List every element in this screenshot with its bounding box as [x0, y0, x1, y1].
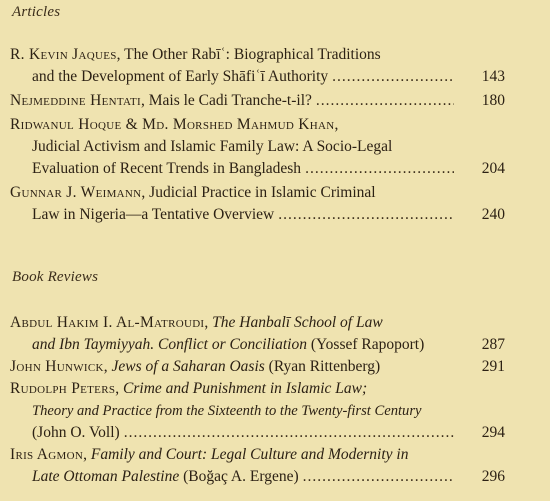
dot-leader: [316, 90, 454, 112]
book-reviews-heading: Book Reviews: [12, 269, 99, 285]
page-number: 294: [481, 424, 505, 441]
article-entry-3-line-2: [32, 136, 510, 158]
dot-leader: [303, 466, 454, 488]
review-entry-3-line-1: [10, 378, 510, 400]
separator: ,: [103, 358, 112, 375]
page-number: 287: [481, 336, 505, 353]
article-author: Gunnar J. Weimann: [10, 184, 142, 201]
article-title: , Mais le Cadi Tranche-t-il?: [140, 92, 312, 109]
article-entry-3-line-3: [32, 158, 460, 180]
page-number: 143: [481, 68, 505, 85]
review-entry-1-line-1: [10, 312, 510, 334]
review-book-title: Family and Court: Legal Culture and Modernity in: [90, 446, 409, 463]
article-entry-1-line-2: [32, 66, 460, 88]
reviewer: (John O. Voll): [32, 424, 120, 441]
review-entry-4-line-2: [32, 466, 460, 488]
separator: ,: [83, 446, 91, 463]
separator: ,: [115, 380, 124, 397]
separator: ,: [204, 314, 213, 331]
review-book-title: Crime and Punishment in Islamic Law;: [123, 380, 368, 397]
review-book-title-continued: Late Ottoman Palestine: [32, 468, 180, 485]
page-number: 180: [481, 92, 505, 109]
review-entry-3-line-2: [32, 400, 510, 422]
review-book-title-continued: Theory and Practice from the Sixteenth to the Twenty-first Century: [32, 403, 422, 419]
article-entry-4-line-1: [10, 182, 510, 204]
page-number: 240: [481, 206, 505, 223]
article-entry-2: [10, 90, 460, 112]
dot-leader: [305, 158, 454, 180]
review-book-title: Jews of a Saharan Oasis: [111, 358, 265, 375]
article-entry-1-line-1: [10, 44, 510, 66]
article-entry-4-line-2: [32, 204, 460, 226]
review-book-title: The Hanbalī School of Law: [212, 314, 383, 331]
reviewer: (Ryan Rittenberg): [264, 358, 381, 375]
review-author: Rudolph Peters: [10, 380, 116, 397]
article-title: Judicial Activism and Islamic Family Law: A Socio-Legal: [32, 138, 393, 155]
page-number: 204: [481, 160, 505, 177]
article-author: Nejmeddine Hentati: [10, 92, 141, 109]
article-title: , The Other Rabīʿ: Biographical Traditions: [116, 46, 381, 63]
dot-leader: [278, 204, 454, 226]
article-title-continued: Evaluation of Recent Trends in Bangladesh: [32, 160, 302, 177]
review-author: Iris Agmon: [10, 446, 84, 463]
review-author: Abdul Hakim I. Al-Matroudi: [10, 314, 205, 331]
article-author: Ridwanul Hoque & Md. Morshed Mahmud Khan: [10, 116, 335, 133]
article-title-continued: and the Development of Early Shāfiʿī Authority: [32, 68, 329, 85]
article-title: , Judicial Practice in Islamic Criminal: [141, 184, 376, 201]
articles-heading: Articles: [12, 4, 61, 20]
review-book-title-continued: and Ibn Taymiyyah. Conflict or Conciliation: [32, 336, 307, 353]
review-entry-3-line-3: [32, 422, 460, 444]
reviewer: (Boğaç A. Ergene): [179, 468, 299, 485]
review-entry-2: [10, 356, 450, 378]
article-entry-3-line-1: [10, 114, 510, 136]
article-author: R. Kevin Jaques: [10, 46, 117, 63]
dot-leader: [124, 422, 454, 444]
review-author: John Hunwick: [10, 358, 104, 375]
article-title-continued: Law in Nigeria—a Tentative Overview: [32, 206, 275, 223]
page-number: 291: [481, 358, 505, 375]
page-number: 296: [481, 468, 505, 485]
reviewer: (Yossef Rapoport): [306, 336, 425, 353]
review-entry-1-line-2: [32, 334, 452, 356]
review-entry-4-line-1: [10, 444, 510, 466]
dot-leader: [332, 66, 454, 88]
separator: ,: [334, 116, 339, 133]
